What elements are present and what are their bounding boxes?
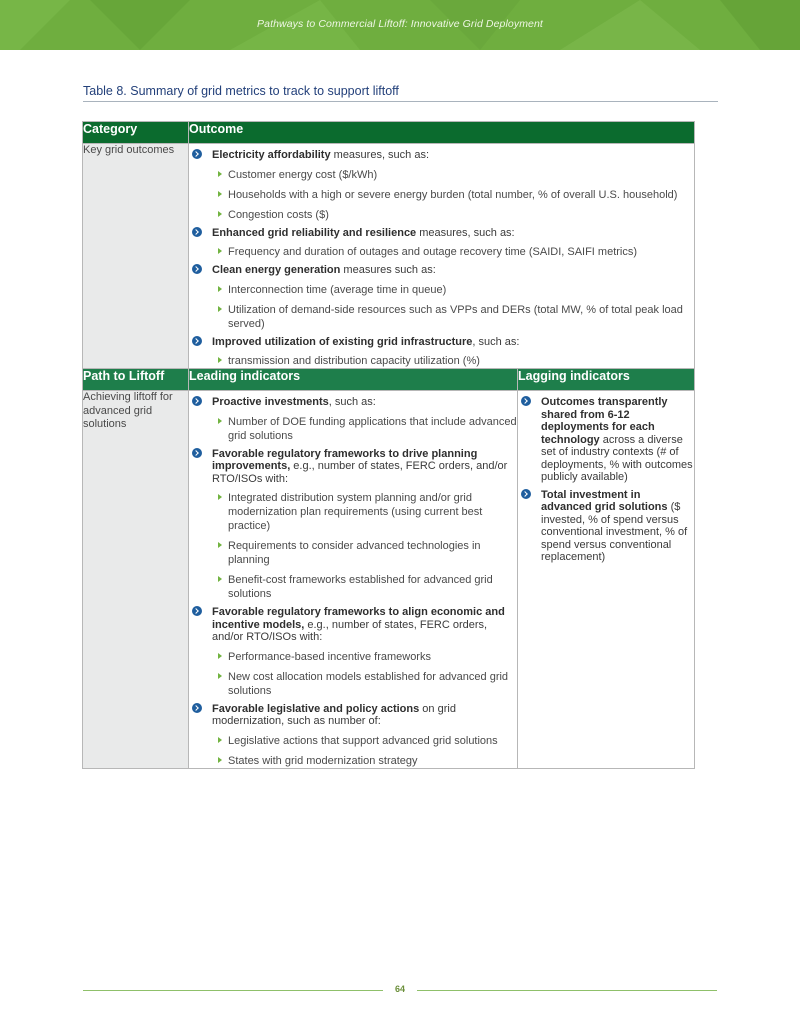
triangle-bullet-icon	[218, 576, 222, 582]
triangle-bullet-icon	[218, 211, 222, 217]
leading-title: Favorable regulatory frameworks to drive planning improvements,	[212, 447, 478, 472]
outcome-item	[189, 149, 694, 222]
circle-arrow-icon	[192, 703, 202, 713]
leading-item	[189, 396, 517, 443]
leading-text: e.g., number of states, FERC orders, and/or RTO/ISOs with:	[212, 460, 508, 485]
lagging-title: Outcomes transparently shared from 6-12 deployments for each technology	[541, 396, 668, 446]
col-header-category: Category	[83, 122, 189, 144]
lagging-item	[518, 396, 694, 484]
leading-title: Favorable legislative and policy actions	[212, 702, 420, 715]
circle-arrow-icon	[521, 396, 531, 406]
circle-arrow-icon	[192, 264, 202, 274]
leading-indicators-cell	[189, 391, 518, 769]
category-achieving-liftoff: Achieving liftoff for advanced grid solutions	[83, 391, 189, 769]
lagging-text: ($ invested, % of spend versus conventional investment, % of spend versus conventional replacement)	[541, 501, 688, 563]
footer-rule-right	[417, 990, 717, 991]
caption-divider	[83, 101, 718, 102]
outcome-title: Clean energy generation	[212, 264, 341, 276]
section2-header-row	[83, 369, 695, 391]
category-key-grid-outcomes: Key grid outcomes	[83, 144, 189, 369]
sub-item: Utilization of demand-side resources such as VPPs and DERs (total MW, % of total peak load served)	[212, 303, 694, 331]
triangle-bullet-icon	[218, 306, 222, 312]
col-header-lagging-indicators: Lagging indicators	[518, 369, 695, 391]
lagging-title: Total investment in advanced grid solutions	[541, 488, 668, 513]
table-caption: Table 8. Summary of grid metrics to track to support liftoff	[83, 84, 399, 98]
triangle-bullet-icon	[218, 418, 222, 424]
sub-item: Requirements to consider advanced technologies in planning	[212, 539, 517, 567]
leading-title: Proactive investments	[212, 396, 329, 408]
outcome-cell	[189, 144, 695, 369]
circle-arrow-icon	[192, 448, 202, 458]
lagging-text: across a diverse set of industry contexts (# of deployments, % with outcomes publicly available)	[541, 433, 693, 483]
triangle-bullet-icon	[218, 653, 222, 659]
leading-item	[189, 448, 517, 602]
triangle-bullet-icon	[218, 191, 222, 197]
sub-item: Customer energy cost ($/kWh)	[212, 168, 694, 182]
col-header-leading-indicators: Leading indicators	[189, 369, 518, 391]
lagging-indicators-cell	[518, 391, 695, 769]
circle-arrow-icon	[192, 336, 202, 346]
circle-arrow-icon	[192, 396, 202, 406]
sub-item: Households with a high or severe energy burden (total number, % of overall U.S. household)	[212, 188, 694, 202]
sub-item: Legislative actions that support advanced grid solutions	[212, 734, 517, 748]
leading-text: , such as:	[328, 396, 376, 408]
circle-arrow-icon	[521, 489, 531, 499]
triangle-bullet-icon	[218, 542, 222, 548]
outcome-text: measures, such as:	[330, 149, 430, 161]
leading-item	[189, 606, 517, 698]
section2-body-row	[83, 391, 695, 769]
sub-item: Benefit-cost frameworks established for advanced grid solutions	[212, 573, 517, 601]
outcome-title: Improved utilization of existing grid infrastructure	[212, 335, 473, 348]
leading-text: on grid modernization, such as number of:	[212, 702, 456, 727]
section1-header-row	[83, 122, 695, 144]
circle-arrow-icon	[192, 149, 202, 159]
sub-item: Interconnection time (average time in queue)	[212, 283, 694, 297]
outcome-title: Enhanced grid reliability and resilience	[212, 226, 417, 239]
outcome-text: measures such as:	[340, 264, 436, 276]
outcome-item	[189, 336, 694, 369]
leading-item	[189, 703, 517, 768]
leading-title: Favorable regulatory frameworks to align economic and incentive models,	[212, 606, 505, 631]
triangle-bullet-icon	[218, 248, 222, 254]
leading-text: e.g., number of states, FERC orders, and/or RTO/ISOs with:	[212, 618, 488, 643]
triangle-bullet-icon	[218, 494, 222, 500]
footer-rule-left	[83, 990, 383, 991]
outcome-title: Electricity affordability	[212, 149, 331, 161]
outcome-text: measures, such as:	[416, 226, 515, 239]
header-banner	[0, 0, 800, 50]
sub-item: transmission and distribution capacity utilization (%)	[212, 354, 694, 368]
sub-item: Frequency and duration of outages and outage recovery time (SAIDI, SAIFI metrics)	[212, 245, 694, 259]
outcome-item	[189, 264, 694, 331]
page-number: 64	[394, 984, 405, 994]
sub-item: States with grid modernization strategy	[212, 754, 517, 768]
triangle-bullet-icon	[218, 357, 222, 363]
sub-item: Number of DOE funding applications that include advanced grid solutions	[212, 415, 517, 443]
triangle-bullet-icon	[218, 757, 222, 763]
triangle-bullet-icon	[218, 673, 222, 679]
triangle-bullet-icon	[218, 171, 222, 177]
circle-arrow-icon	[192, 227, 202, 237]
col-header-path-to-liftoff: Path to Liftoff	[83, 369, 189, 391]
triangle-bullet-icon	[218, 286, 222, 292]
circle-arrow-icon	[192, 606, 202, 616]
outcome-text: , such as:	[472, 335, 520, 348]
header-title: Pathways to Commercial Liftoff: Innovative Grid Deployment	[257, 18, 543, 30]
outcome-item	[189, 227, 694, 260]
sub-item: Performance-based incentive frameworks	[212, 650, 517, 664]
lagging-item	[518, 489, 694, 564]
sub-item: Integrated distribution system planning and/or grid modernization plan requirements (using current best practice)	[212, 491, 517, 533]
col-header-outcome: Outcome	[189, 122, 695, 144]
triangle-bullet-icon	[218, 737, 222, 743]
sub-item: New cost allocation models established for advanced grid solutions	[212, 670, 517, 698]
section1-body-row	[83, 144, 695, 369]
sub-item: Congestion costs ($)	[212, 208, 694, 222]
grid-metrics-table	[82, 121, 695, 769]
